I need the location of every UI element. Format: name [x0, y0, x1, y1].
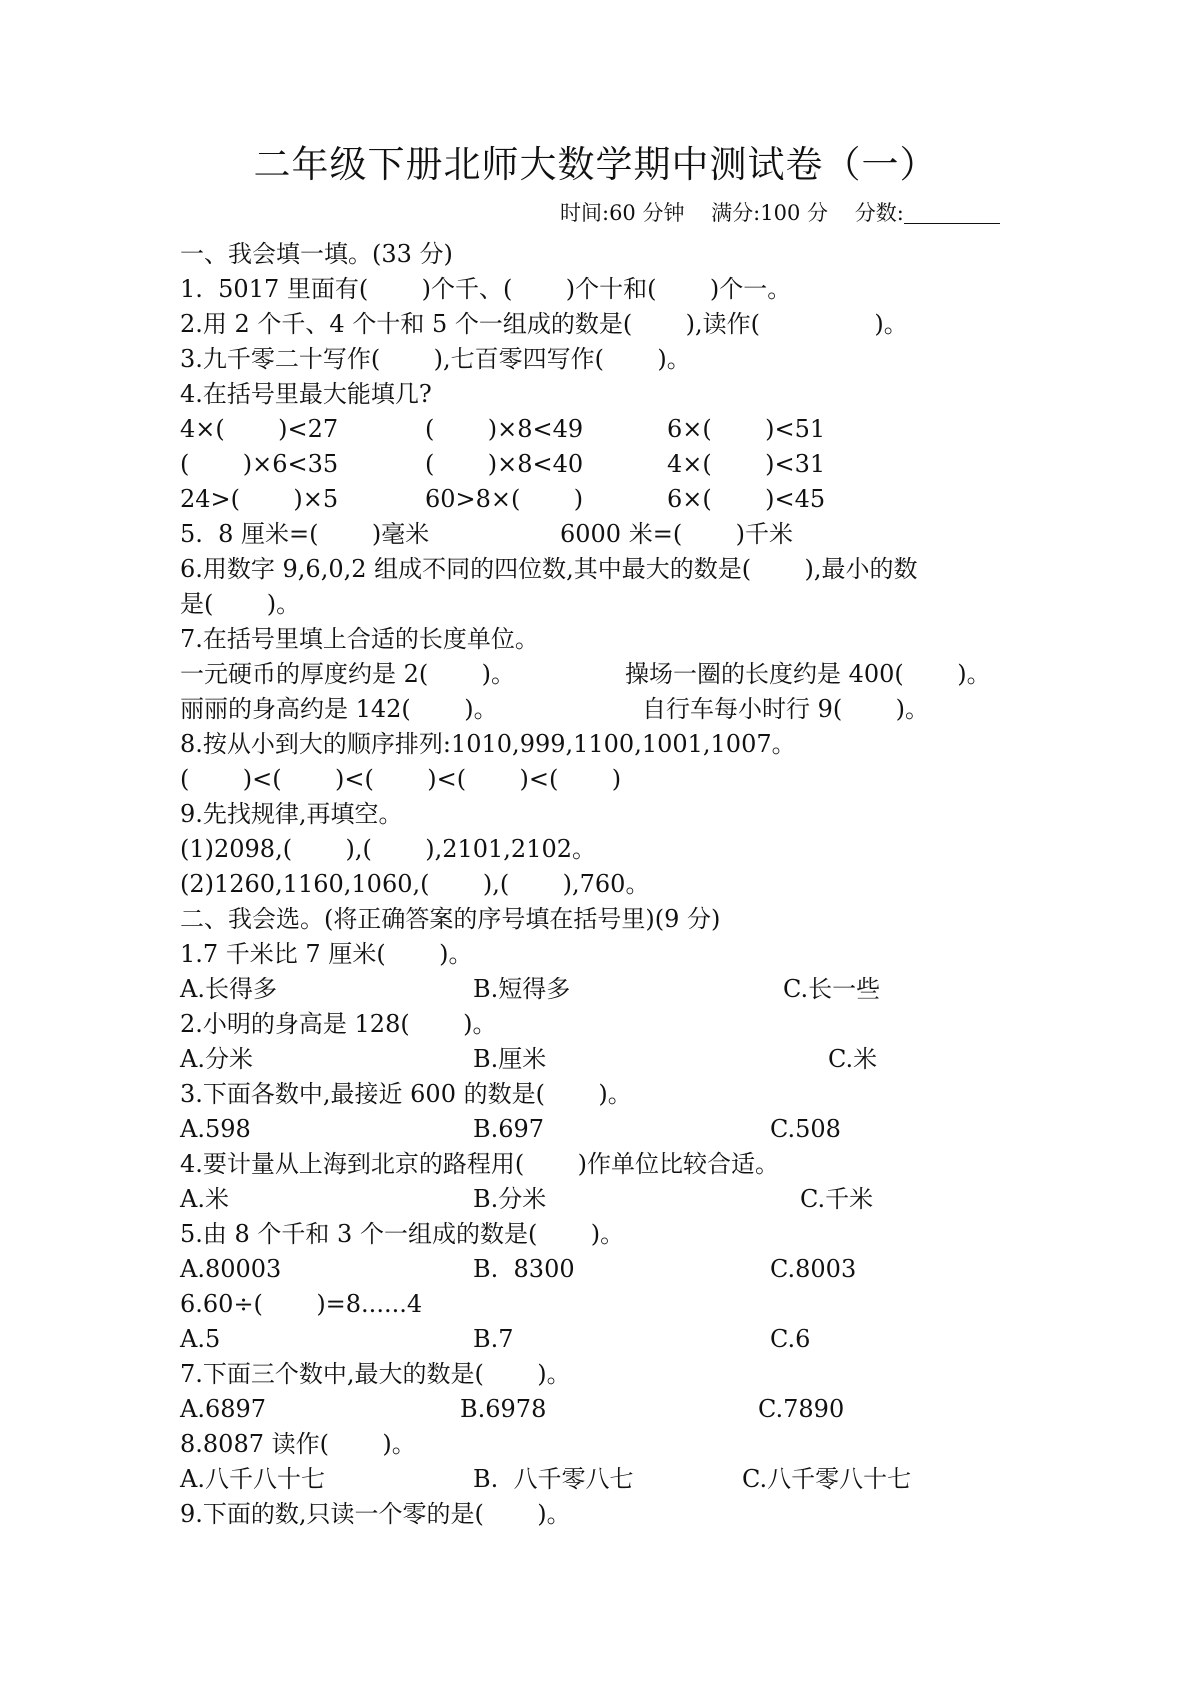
exam-line-text: B.697	[473, 1115, 545, 1143]
exam-line-text: 自行车每小时行 9( )。	[642, 695, 930, 723]
exam-line-text: 2.用 2 个千、4 个十和 5 个一组成的数是( ),读作( )。	[180, 310, 908, 338]
exam-line-text: C.八千零八十七	[742, 1465, 912, 1493]
exam-line-text: 3.下面各数中,最接近 600 的数是( )。	[180, 1080, 632, 1108]
exam-line-text: ( )×6<35	[180, 450, 339, 478]
exam-line-text: C.长一些	[783, 975, 881, 1003]
exam-line-text: A.长得多	[180, 975, 277, 1003]
exam-line-text: 7.下面三个数中,最大的数是( )。	[180, 1360, 571, 1388]
exam-line-text: C.6	[770, 1325, 811, 1353]
exam-line-text: 60>8×( )	[425, 485, 584, 513]
exam-line-text: 4.要计量从上海到北京的路程用( )作单位比较合适。	[180, 1150, 780, 1178]
exam-line-text: B.6978	[460, 1395, 547, 1423]
exam-line-text: 1. 5017 里面有( )个千、( )个十和( )个一。	[180, 275, 792, 303]
exam-line-text: B.厘米	[473, 1045, 547, 1073]
exam-line-text: ( )×8<40	[425, 450, 584, 478]
exam-line-text: A.分米	[180, 1045, 253, 1073]
exam-line-text: A.598	[180, 1115, 251, 1143]
exam-line-text: B.7	[473, 1325, 514, 1353]
exam-line-text: 4×( )<27	[180, 415, 339, 443]
exam-line-text: C.7890	[758, 1395, 845, 1423]
exam-line-text: C.千米	[800, 1185, 874, 1213]
exam-line-text: 4.在括号里最大能填几?	[180, 380, 432, 408]
exam-line-text: 5. 8 厘米=( )毫米	[180, 520, 430, 548]
exam-line-text: 6×( )<45	[667, 485, 826, 513]
exam-line-text: 6.60÷( )=8......4	[180, 1290, 423, 1318]
exam-line-text: 一元硬币的厚度约是 2( )。	[180, 660, 516, 688]
exam-line-text: A.6897	[180, 1395, 267, 1423]
exam-line-text: 6×( )<51	[667, 415, 826, 443]
exam-line-text: A.米	[180, 1185, 229, 1213]
exam-line-text: ( )<( )<( )<( )<( )	[180, 765, 622, 793]
exam-line-text: 二、我会选。(将正确答案的序号填在括号里)(9 分)	[180, 905, 721, 933]
exam-line-text: 操场一圈的长度约是 400( )。	[625, 660, 991, 688]
exam-line-text: A.八千八十七	[180, 1465, 325, 1493]
exam-line-text: 7.在括号里填上合适的长度单位。	[180, 625, 539, 653]
exam-line-text: 3.九千零二十写作( ),七百零四写作( )。	[180, 345, 691, 373]
exam-line-text: C.8003	[770, 1255, 857, 1283]
exam-line-text: A.80003	[180, 1255, 282, 1283]
exam-line-text: C.508	[770, 1115, 841, 1143]
exam-line-text: 9.先找规律,再填空。	[180, 800, 403, 828]
exam-line-text: 一、我会填一填。(33 分)	[180, 240, 453, 268]
exam-line-text: ( )×8<49	[425, 415, 584, 443]
exam-line-text: 6.用数字 9,6,0,2 组成不同的四位数,其中最大的数是( ),最小的数	[180, 555, 918, 583]
exam-line-text: C.米	[828, 1045, 878, 1073]
exam-line-text: B.短得多	[473, 975, 571, 1003]
exam-title: 二年级下册北师大数学期中测试卷（一）	[253, 143, 938, 186]
exam-line-text: 5.由 8 个千和 3 个一组成的数是( )。	[180, 1220, 625, 1248]
score-blank[interactable]	[904, 201, 1000, 224]
exam-line-text: 丽丽的身高约是 142( )。	[180, 695, 498, 723]
exam-line-text: B. 八千零八七	[473, 1465, 634, 1493]
exam-line-text: 是( )。	[180, 590, 301, 618]
exam-line-text: 8.8087 读作( )。	[180, 1430, 416, 1458]
exam-line-text: 1.7 千米比 7 厘米( )。	[180, 940, 473, 968]
exam-line-text: (2)1260,1160,1060,( ),( ),760。	[180, 870, 650, 898]
exam-meta	[560, 198, 1000, 228]
exam-line-text: B. 8300	[473, 1255, 575, 1283]
exam-line-text: 4×( )<31	[667, 450, 826, 478]
exam-line-text: 2.小明的身高是 128( )。	[180, 1010, 497, 1038]
exam-meta-text: 时间:60 分钟 满分:100 分 分数:	[560, 201, 904, 225]
exam-line-text: 6000 米=( )千米	[560, 520, 793, 548]
exam-line-text: B.分米	[473, 1185, 547, 1213]
exam-line-text: 24>( )×5	[180, 485, 339, 513]
exam-line-text: 8.按从小到大的顺序排列:1010,999,1100,1001,1007。	[180, 730, 796, 758]
exam-line-text: A.5	[180, 1325, 221, 1353]
exam-line-text: 9.下面的数,只读一个零的是( )。	[180, 1500, 571, 1528]
exam-line-text: (1)2098,( ),( ),2101,2102。	[180, 835, 597, 863]
